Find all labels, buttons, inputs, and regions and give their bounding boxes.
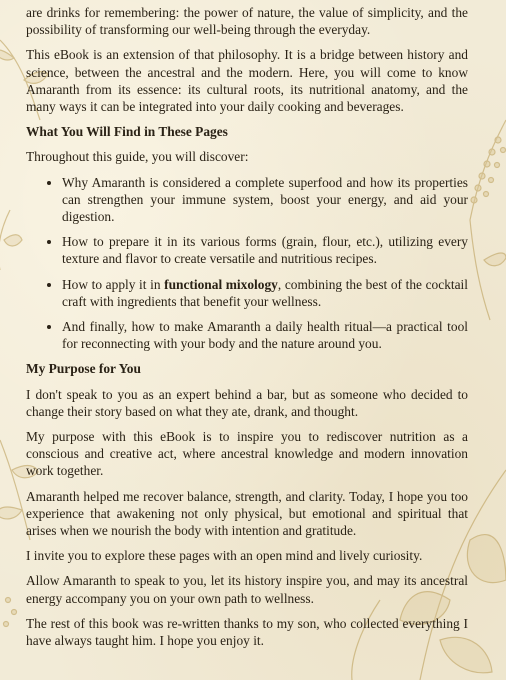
list-item-text: How to apply it in: [62, 276, 165, 292]
list-item: • Why Amaranth is considered a complete superfood and how its properties can strengthen your immune system, boost your energy, and aid your digestion.: [62, 174, 468, 226]
body-paragraph: My purpose with this eBook is to inspire you to rediscover nutrition as a conscious and creative act, where ancestral knowledge and modern innovation work together.: [26, 429, 468, 479]
discover-list: [26, 174, 468, 353]
section-heading: My Purpose for You: [26, 361, 141, 377]
section-lead: Throughout this guide, you will discover:: [26, 149, 249, 165]
list-item-text: , combining the best of the cocktail craft with ingredients that benefit your wellness.: [62, 276, 468, 309]
body-paragraph: I invite you to explore these pages with an open mind and lively curiosity.: [26, 548, 423, 564]
intro-paragraph: This eBook is an extension of that philosophy. It is a bridge between history and science, between the ancestral and the modern. Here, you will come to know Amaranth from its essence: its cultural roots, its nutritional anatomy, and the many ways it can be integrated into your daily cooking and beverages.: [26, 47, 468, 115]
list-item: • And finally, how to make Amaranth a daily health ritual—a practical tool for reconnecting with your body and the nature around you.: [62, 318, 468, 352]
page-content: [26, 4, 468, 657]
intro-paragraph: are drinks for remembering: the power of nature, the value of simplicity, and the possibility of transforming our well-being through the everyday.: [26, 5, 468, 38]
list-item: [62, 276, 468, 310]
body-paragraph: Allow Amaranth to speak to you, let its history inspire you, and may its ancestral energy accompany you on your own path to wellness.: [26, 573, 468, 606]
body-paragraph: I don't speak to you as an expert behind a bar, but as someone who decided to change their story based on what they ate, drank, and thought.: [26, 386, 468, 419]
section-heading: What You Will Find in These Pages: [26, 124, 228, 140]
list-item: • How to prepare it in its various forms (grain, flour, etc.), utilizing every texture and flavor to create versatile and nutritious recipes.: [62, 233, 468, 267]
body-paragraph: Amaranth helped me recover balance, strength, and clarity. Today, I hope you too experience that awakening not only physical, but emotional and spiritual that arises when we nourish the body with intention and gratitude.: [26, 488, 468, 539]
bold-term: functional mixology: [164, 276, 278, 292]
body-paragraph: The rest of this book was re-written thanks to my son, who collected everything I have always taught him. I hope you enjoy it.: [26, 615, 468, 649]
